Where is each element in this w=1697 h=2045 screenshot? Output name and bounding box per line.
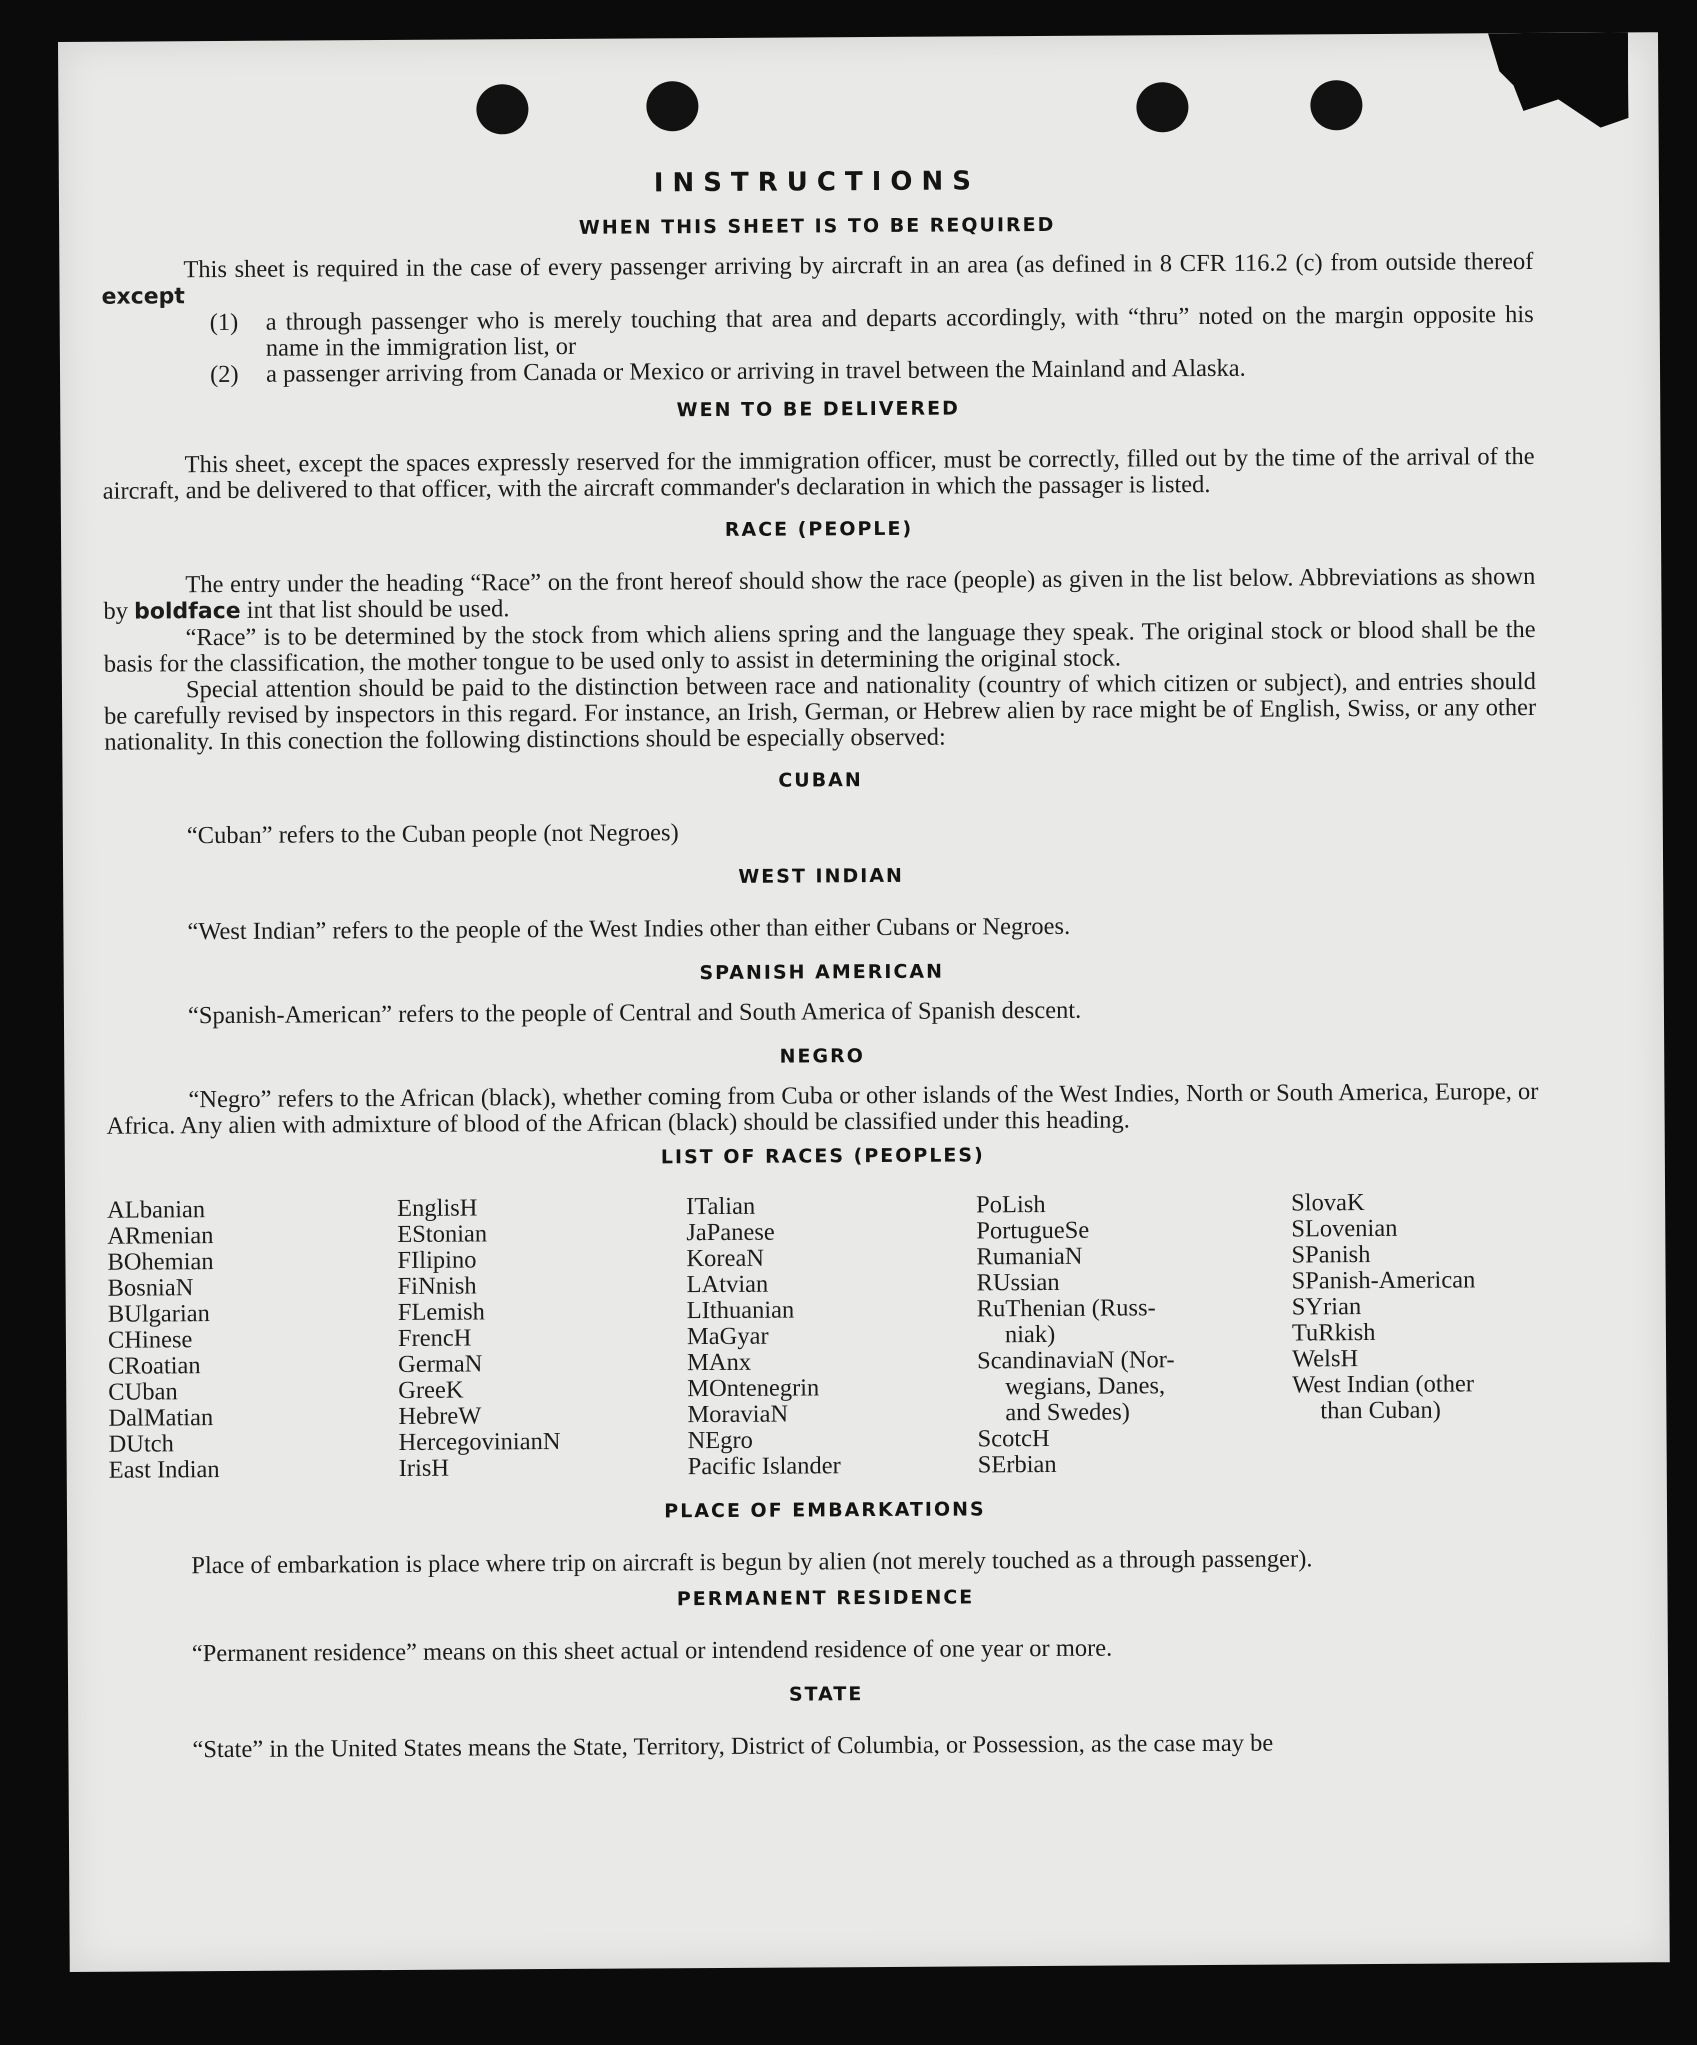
race-entry: DalMatian bbox=[108, 1404, 214, 1432]
section-heading-embarkation: PLACE OF EMBARKATIONS bbox=[664, 1498, 986, 1523]
section-heading-negro: NEGRO bbox=[779, 1045, 865, 1068]
race-entry: TuRkish bbox=[1291, 1318, 1376, 1347]
race-entry: BUlgarian bbox=[107, 1300, 210, 1328]
race-entry: SYrian bbox=[1291, 1293, 1362, 1321]
negro-text: “Negro” refers to the African (black), whether coming from Cuba or other islands of the West Indies, North or South America, Europe, or Africa. Any alien with admixture of blood of the African (black) should be classified under this heading. bbox=[106, 1077, 1539, 1140]
spanish-american-text: “Spanish-American” refers to the people of Central and South America of Spanish descent. bbox=[187, 996, 1082, 1030]
race-entry: wegians, Danes, bbox=[1005, 1372, 1166, 1401]
races-column bbox=[397, 1194, 688, 1482]
race-entry: FiNnish bbox=[397, 1272, 477, 1300]
punch-hole bbox=[476, 84, 528, 134]
race-entry: HercegovinianN bbox=[398, 1427, 561, 1456]
race-entry: MOntenegrin bbox=[687, 1374, 820, 1403]
exception-item: (1) a through passenger who is merely touching that area and departs accordingly, with “thru” noted on the margin opposite his name in the immigration list, or bbox=[209, 300, 1534, 362]
race-entry: EnglisH bbox=[397, 1194, 478, 1222]
race-entry: GreeK bbox=[398, 1376, 464, 1404]
race-entry: GermaN bbox=[398, 1350, 483, 1378]
race-entry: RuThenian (Russ- bbox=[976, 1294, 1156, 1323]
section-heading-list-of-races: LIST OF RACES (PEOPLES) bbox=[660, 1144, 985, 1169]
race-entry: East Indian bbox=[108, 1456, 220, 1484]
race-entry: ALbanian bbox=[107, 1196, 206, 1224]
race-entry: CUban bbox=[108, 1378, 178, 1406]
bold-boldface: boldface bbox=[134, 598, 241, 625]
punch-hole bbox=[1136, 82, 1188, 132]
race-entry: EStonian bbox=[397, 1220, 488, 1248]
race-entry: RUssian bbox=[976, 1268, 1060, 1297]
section-heading-cuban: CUBAN bbox=[778, 769, 863, 792]
race-entry: BOhemian bbox=[107, 1248, 214, 1276]
race-paragraph-3: Special attention should be paid to the distinction between race and nationality (country of which citizen or subject), and entries should be carefully revised by inspectors in this regard. For instance, an Irish, German, or Hebrew alien by race might be of English, Swiss, or any other nationality. In this conection the following distinctions should be especially observed: bbox=[104, 667, 1537, 756]
race-entry: CHinese bbox=[107, 1326, 193, 1354]
punch-hole bbox=[1310, 80, 1362, 130]
instructions-content bbox=[101, 163, 1543, 1764]
race-entry: Pacific Islander bbox=[687, 1452, 841, 1481]
race-entry: ScotcH bbox=[977, 1424, 1050, 1453]
races-column bbox=[107, 1196, 399, 1484]
race-entry: NEgro bbox=[687, 1426, 753, 1455]
race-entry: WelsH bbox=[1291, 1345, 1359, 1373]
race-entry: LIthuanian bbox=[686, 1296, 795, 1325]
section-heading-west-indian: WEST INDIAN bbox=[738, 864, 904, 888]
section-heading-race: RACE (PEOPLE) bbox=[724, 517, 914, 541]
race-paragraph-2: “Race” is to be determined by the stock from which aliens spring and the language they speak. The original stock or blood shall be the basis for the classification, the mother tongue to be used only to assist in determining the original stock. bbox=[103, 615, 1536, 678]
race-entry: MaGyar bbox=[686, 1322, 769, 1351]
bold-except: except bbox=[101, 284, 185, 310]
exception-item: (2) a passenger arriving from Canada or Mexico or arriving in travel between the Mainland and Alaska. bbox=[209, 354, 1246, 389]
race-entry: CRoatian bbox=[108, 1352, 201, 1380]
document-sheet bbox=[58, 32, 1670, 1972]
race-entry: RumaniaN bbox=[976, 1242, 1083, 1271]
state-text: “State” in the United States means the State, Territory, District of Columbia, or Possession, as the case may be bbox=[192, 1729, 1274, 1764]
race-entry: and Swedes) bbox=[1005, 1398, 1130, 1427]
section-heading-spanish-american: SPANISH AMERICAN bbox=[699, 960, 945, 985]
race-entry: West Indian (other bbox=[1292, 1370, 1475, 1399]
race-entry: KoreaN bbox=[686, 1244, 765, 1273]
torn-corner bbox=[1488, 32, 1629, 128]
race-entry: than Cuban) bbox=[1320, 1396, 1441, 1425]
race-entry: FrencH bbox=[397, 1324, 472, 1352]
when-delivered-text: This sheet, except the spaces expressly reserved for the immigration officer, must be correctly, filled out by the time of the arrival of the aircraft, and be delivered to that officer, with the aircraft commander's declaration in which the passager is listed. bbox=[102, 442, 1535, 505]
race-paragraph-1: The entry under the heading “Race” on the front hereof should show the race (people) as given in the list below. Abbreviations as shown by boldface int that list should be used. bbox=[103, 562, 1536, 625]
section-heading-when-delivered: WEN TO BE DELIVERED bbox=[676, 397, 960, 422]
race-entry: FLemish bbox=[397, 1298, 485, 1326]
race-entry: IrisH bbox=[398, 1454, 450, 1482]
page-title: INSTRUCTIONS bbox=[653, 166, 981, 199]
race-entry: ARmenian bbox=[107, 1222, 214, 1250]
race-entry: LAtvian bbox=[686, 1270, 769, 1299]
race-entry: BosniaN bbox=[107, 1274, 194, 1302]
race-entry: SlovaK bbox=[1291, 1189, 1365, 1217]
race-entry: MAnx bbox=[686, 1348, 752, 1377]
races-column bbox=[686, 1192, 978, 1480]
race-entry: SErbian bbox=[977, 1450, 1057, 1479]
cuban-text: “Cuban” refers to the Cuban people (not Negroes) bbox=[186, 819, 679, 850]
race-entry: MoraviaN bbox=[687, 1400, 789, 1429]
race-entry: HebreW bbox=[398, 1402, 482, 1430]
race-entry: DUtch bbox=[108, 1430, 174, 1458]
races-column bbox=[1291, 1189, 1533, 1476]
race-entry: FIlipino bbox=[397, 1246, 477, 1274]
embarkation-text: Place of embarkation is place where trip on aircraft is begun by alien (not merely touched as a through passenger). bbox=[191, 1545, 1313, 1580]
race-entry: SPanish bbox=[1291, 1241, 1371, 1269]
races-list bbox=[107, 1189, 1541, 1484]
punch-hole bbox=[646, 81, 698, 131]
race-entry: JaPanese bbox=[686, 1218, 775, 1247]
west-indian-text: “West Indian” refers to the people of the West Indies other than either Cubans or Negroes. bbox=[187, 912, 1071, 946]
race-entry: PoLish bbox=[976, 1190, 1046, 1219]
race-entry: ScandinaviaN (Nor- bbox=[976, 1346, 1175, 1375]
section-heading-when-required: WHEN THIS SHEET IS TO BE REQUIRED bbox=[578, 213, 1056, 239]
section-heading-state: STATE bbox=[788, 1683, 864, 1706]
race-entry: PortugueSe bbox=[976, 1216, 1090, 1245]
when-required-intro: This sheet is required in the case of every passenger arriving by aircraft in an area (as defined in 8 CFR 116.2 (c) from outside thereof except bbox=[101, 247, 1534, 310]
races-column bbox=[976, 1190, 1293, 1478]
race-entry: SLovenian bbox=[1291, 1214, 1398, 1243]
section-heading-permanent-residence: PERMANENT RESIDENCE bbox=[676, 1586, 975, 1611]
race-entry: SPanish-American bbox=[1291, 1266, 1476, 1295]
race-entry: niak) bbox=[1004, 1320, 1056, 1349]
race-entry: ITalian bbox=[686, 1192, 756, 1221]
residence-text: “Permanent residence” means on this sheet actual or intendend residence of one year or more. bbox=[191, 1634, 1113, 1668]
